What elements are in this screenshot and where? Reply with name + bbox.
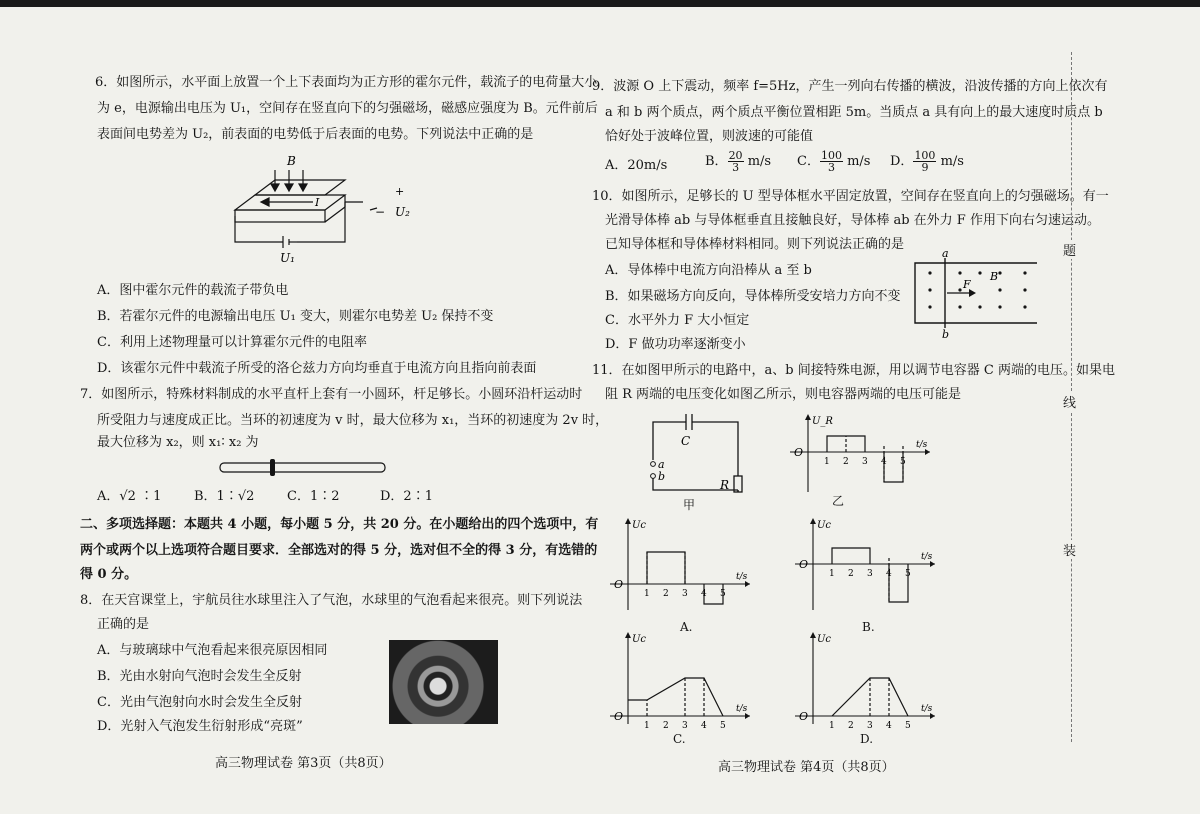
q6-option-d: D．该霍尔元件中载流子所受的洛仑兹力方向均垂直于电流方向且指向前表面 [97, 361, 537, 376]
graph-option-c [610, 632, 750, 731]
y-axis-arrow [810, 518, 816, 524]
binding-char: 装 [1063, 540, 1076, 559]
capacitor-label: C [681, 434, 691, 448]
tick-label: 3 [867, 569, 873, 579]
scan-top-edge [0, 0, 1200, 7]
u-frame-figure [905, 248, 1045, 340]
current-label: I [315, 196, 320, 209]
b-field-label: B [287, 154, 296, 168]
q8-option-d: D．光射入气泡发生衍射形成“亮斑” [97, 719, 303, 734]
tick-label: 4 [886, 569, 892, 579]
section2-line-2: 两个或两个以上选项符合题目要求．全部选对的得 5 分，选对但不全的得 3 分，有选错的 [80, 543, 598, 558]
q10-stem-line-3: 已知导体框和导体棒材料相同。则下列说法正确的是 [605, 237, 905, 252]
q6-option-a: A．图中霍尔元件的载流子带负电 [97, 283, 289, 298]
binding-char: 题 [1063, 240, 1076, 259]
q10-option-a: A．导体棒中电流方向沿棒从 a 至 b [605, 263, 812, 278]
tick-label: 5 [900, 457, 906, 467]
x-axis-label: t/s [921, 552, 933, 562]
voltage-curve [628, 678, 723, 716]
tick-label: 2 [843, 457, 849, 467]
y-axis-arrow [625, 632, 631, 638]
minus-sign: − [375, 205, 386, 219]
graph-option-b [795, 518, 935, 610]
y-axis-label: Uc [817, 520, 832, 531]
tick-label: 5 [905, 721, 911, 731]
section2-line-1: 二、多项选择题：本题共 4 小题，每小题 5 分，共 20 分。在小题给出的四个选项中，有 [80, 517, 599, 532]
graph-yi-ur [790, 414, 930, 492]
label-B: B [990, 270, 999, 283]
tick-label: 3 [682, 589, 688, 599]
tick-label: 1 [644, 721, 650, 731]
tick-label: 4 [881, 457, 887, 467]
label-a: a [942, 248, 949, 260]
tick-label: 2 [848, 721, 854, 731]
q7-option-d: D．2∶1 [380, 489, 433, 504]
origin-label: O [799, 710, 809, 723]
y-axis-label: Uc [632, 634, 647, 645]
y-axis-arrow [810, 632, 816, 638]
tick-label: 1 [829, 569, 835, 579]
q8-option-a: A．与玻璃球中气泡看起来很亮原因相同 [97, 643, 328, 658]
label-F: F [963, 278, 971, 291]
q7-stem-line-3: 最大位移为 x₂，则 x₁∶ x₂ 为 [97, 435, 259, 450]
origin-label: O [614, 710, 624, 723]
plus-sign: + [395, 185, 405, 198]
q9-stem-line-3: 恰好处于波峰位置，则波速的可能值 [605, 129, 814, 144]
q6-stem-line-2: 为 e，电源输出电压为 U₁，空间存在竖直向下的匀强磁场，磁感应强度为 B。元件前后 [97, 101, 598, 116]
q7-option-b: B．1∶√2 [194, 489, 255, 504]
caption-a: A. [680, 620, 693, 634]
tick-label: 3 [862, 457, 868, 467]
tick-label: 4 [886, 721, 892, 731]
q10-option-c: C．水平外力 F 大小恒定 [605, 313, 750, 328]
tick-label: 5 [720, 589, 726, 599]
footer-page-4: 高三物理试卷 第4页（共8页） [718, 760, 895, 775]
q9-option-c: C． $\frac{100}{3}$ m/s [797, 149, 871, 174]
q8-stem-line-2: 正确的是 [97, 617, 150, 632]
q8-option-b: B．光由水射向气泡时会发生全反射 [97, 669, 302, 684]
tick-label: 5 [905, 569, 911, 579]
tick-label: 4 [701, 721, 707, 731]
q11-stem-line-1: 11．在如图甲所示的电路中，a、b 间接特殊电源，用以调节电容器 C 两端的电压。如果电 [592, 363, 1115, 378]
q6-stem-line-1: 6．如图所示，水平面上放置一个上下表面均为正方形的霍尔元件，载流子的电荷量大小 [95, 75, 598, 90]
caption-d: D. [860, 732, 874, 746]
y-axis-arrow [625, 518, 631, 524]
u1-label: U₁ [280, 251, 295, 265]
rod-ring-figure [215, 455, 390, 479]
binding-char: 线 [1063, 392, 1076, 411]
q7-option-a: A．√2 ∶1 [97, 489, 162, 504]
origin-label: O [614, 578, 624, 591]
q8-stem-line-1: 8．在天宫课堂上，宇航员往水球里注入了气泡，水球里的气泡看起来很亮。则下列说法 [80, 593, 583, 608]
tick-label: 4 [701, 589, 707, 599]
q8-option-c: C．光由气泡射向水时会发生全反射 [97, 695, 302, 710]
tick-label: 1 [829, 721, 835, 731]
voltage-graphs [600, 408, 945, 748]
q9-option-d: D． $\frac{100}{9}$ m/s [890, 149, 964, 174]
u2-label: U₂ [395, 205, 410, 219]
q9-option-a: A．20m/s [605, 158, 668, 173]
water-ball-photo [389, 640, 498, 724]
footer-page-3: 高三物理试卷 第3页（共8页） [215, 756, 392, 771]
q6-option-b: B．若霍尔元件的电源输出电压 U₁ 变大，则霍尔电势差 U₂ 保持不变 [97, 309, 494, 324]
origin-label: O [799, 558, 809, 571]
q10-stem-line-1: 10．如图所示，足够长的 U 型导体框水平固定放置，空间存在竖直向上的匀强磁场。有一 [592, 189, 1109, 204]
terminal-a: a [658, 458, 665, 471]
q10-option-d: D．F 做功功率逐渐变小 [605, 337, 746, 352]
voltage-curve [647, 552, 685, 584]
voltage-curve [832, 548, 870, 564]
q7-option-c: C．1∶2 [287, 489, 340, 504]
q11-stem-line-2: 阻 R 两端的电压变化如图乙所示，则电容器两端的电压可能是 [605, 387, 962, 402]
y-axis-arrow [805, 414, 811, 420]
caption-b: B. [862, 620, 875, 634]
x-axis-label: t/s [921, 704, 933, 714]
x-axis-label: t/s [916, 440, 928, 450]
section2-line-3: 得 0 分。 [80, 567, 138, 582]
q7-stem-line-2: 所受阻力与速度成正比。当环的初速度为 v 时，最大位移为 x₁，当环的初速度为 2v 时， [97, 413, 609, 428]
q6-option-c: C．利用上述物理量可以计算霍尔元件的电阻率 [97, 335, 367, 350]
q6-stem-line-3: 表面间电势差为 U₂，前表面的电势低于后表面的电势。下列说法中正确的是 [97, 127, 534, 142]
y-axis-label: Uc [817, 634, 832, 645]
tick-label: 2 [663, 721, 669, 731]
tick-label: 5 [720, 721, 726, 731]
tick-label: 2 [663, 589, 669, 599]
graph-option-d [795, 632, 935, 731]
graph-option-a [610, 518, 750, 610]
tick-label: 1 [824, 457, 830, 467]
tick-label: 3 [682, 721, 688, 731]
terminal-b: b [658, 470, 666, 483]
q10-option-b: B．如果磁场方向反向，导体棒所受安培力方向不变 [605, 289, 901, 304]
q9-stem-line-2: a 和 b 两个质点，两个质点平衡位置相距 5m。当质点 a 具有向上的最大速度时质点 b [605, 105, 1103, 120]
tick-label: 3 [867, 721, 873, 731]
caption-yi: 乙 [832, 494, 845, 508]
q9-stem-line-1: 9．波源 O 上下震动，频率 f=5Hz，产生一列向右传播的横波，沿波传播的方向上依次有 [592, 79, 1108, 94]
y-axis-label: Uc [632, 520, 647, 531]
x-axis-label: t/s [736, 704, 748, 714]
tick-label: 2 [848, 569, 854, 579]
label-b: b [942, 328, 950, 340]
guide-line [870, 678, 889, 716]
caption-jia: 甲 [683, 498, 696, 512]
q10-stem-line-2: 光滑导体棒 ab 与导体框垂直且接触良好，导体棒 ab 在外力 F 作用下向右匀速运动。 [605, 213, 1100, 228]
y-axis-label: U_R [812, 416, 833, 427]
q7-stem-line-1: 7．如图所示，特殊材料制成的水平直杆上套有一小圆环，杆足够长。小圆环沿杆运动时 [80, 387, 583, 402]
guide-line [647, 552, 685, 584]
caption-c: C. [673, 732, 686, 746]
q9-option-b: B． $\frac{20}{3}$ m/s [705, 149, 772, 174]
resistor-label: R [720, 478, 730, 492]
x-axis-label: t/s [736, 572, 748, 582]
origin-label: O [794, 446, 804, 459]
hall-element-figure [225, 150, 425, 268]
tick-label: 1 [644, 589, 650, 599]
